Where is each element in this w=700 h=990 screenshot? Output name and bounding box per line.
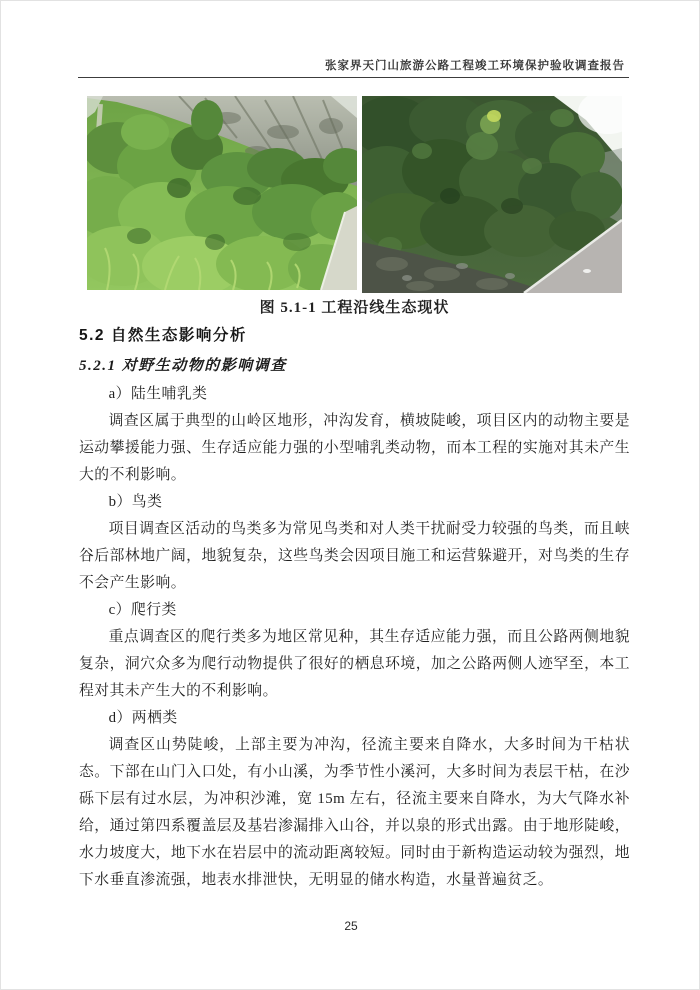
section-5-2-heading: 5.2 自然生态影响分析 [79,327,247,344]
item-c-label: c）爬行类 [108,602,177,618]
item-a-label: a）陆生哺乳类 [108,386,208,402]
figure-caption: 图 5.1-1 工程沿线生态现状 [259,300,450,316]
item-c-block [79,597,630,705]
header-divider [78,77,629,78]
item-a-block [79,381,630,489]
right-photo-trees-road [362,96,622,293]
item-d-paragraph: 调查区山势陡峻，上部主要为冲沟，径流主要来自降水，大多时间为干枯状态。下部在山门入口处，有小山溪，为季节性小溪河，大多时间为表层干枯，在沙砾下层有过水层，为冲积沙滩，宽 15m 左右，径流主要来自降水，为大气降水补给，通过第四系覆盖层及基岩渗漏排入山谷，并以泉的形式出露。由于地形陡峻，水力坡度大，地下水在岩层中的流动距离较短。同时由于新构造运动较为强烈，地下水垂直渗流强，地表水排泄快，无明显的储水构造，水量普遍贫乏。 [79,737,630,888]
item-b-label: b）鸟类 [108,494,163,510]
page-number: 25 [344,919,358,933]
item-a-paragraph: 调查区属于典型的山岭区地形，冲沟发育，横坡陡峻，项目区内的动物主要是运动攀援能力强、生存适应能力强的小型哺乳类动物，而本工程的实施对其未产生大的不利影响。 [79,413,630,483]
item-d-block [79,705,630,894]
item-b-block [79,489,630,597]
item-d-label: d）两栖类 [108,710,178,726]
section-5-2-1-heading: 5.2.1 对野生动物的影响调查 [79,358,287,374]
left-photo-vegetation-cliff [87,96,357,290]
figure-photos [87,96,622,293]
main-text-column [79,321,630,894]
item-b-paragraph: 项目调查区活动的鸟类多为常见鸟类和对人类干扰耐受力较强的鸟类，而且峡谷后部林地广阔，地貌复杂，这些鸟类会因项目施工和运营躲避开，对鸟类的生存不会产生影响。 [79,521,630,591]
item-c-paragraph: 重点调查区的爬行类多为地区常见种，其生存适应能力强，而且公路两侧地貌复杂，洞穴众多为爬行动物提供了很好的栖息环境，加之公路两侧人迹罕至，本工程对其未产生大的不利影响。 [79,629,630,699]
page-header-title: 张家界天门山旅游公路工程竣工环境保护验收调查报告 [325,60,625,72]
